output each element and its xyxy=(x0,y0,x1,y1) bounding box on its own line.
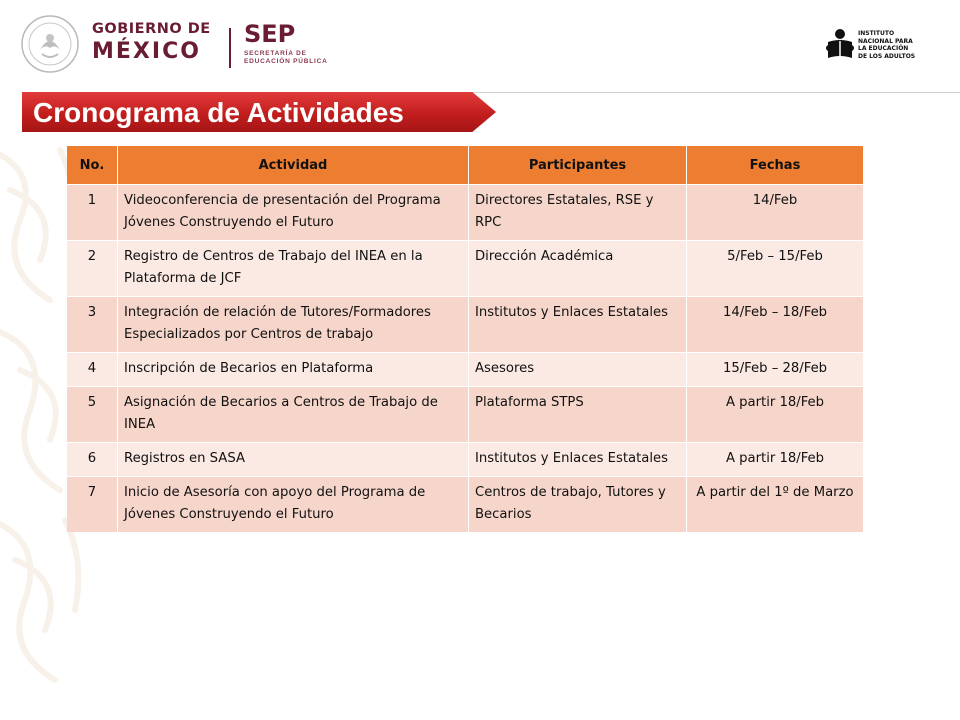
cell-actividad: Integración de relación de Tutores/Formadores Especializados por Centros de trabajo xyxy=(118,297,469,353)
cell-actividad: Registro de Centros de Trabajo del INEA en la Plataforma de JCF xyxy=(118,241,469,297)
cell-no: 5 xyxy=(67,387,118,443)
cell-fechas: 15/Feb – 28/Feb xyxy=(687,353,864,387)
cell-no: 3 xyxy=(67,297,118,353)
cell-fechas: 14/Feb – 18/Feb xyxy=(687,297,864,353)
cell-no: 4 xyxy=(67,353,118,387)
sep-subtitle: SECRETARÍA DE xyxy=(244,50,307,57)
inea-line: LA EDUCACIÓN xyxy=(858,45,909,52)
schedule-table xyxy=(67,146,864,532)
column-header-fechas: Fechas xyxy=(687,146,864,185)
cell-no: 7 xyxy=(67,477,118,533)
cell-fechas: A partir del 1º de Marzo xyxy=(687,477,864,533)
header xyxy=(0,0,960,90)
table-header-row xyxy=(67,146,864,185)
cell-participantes: Directores Estatales, RSE y RPC xyxy=(469,185,687,241)
cell-participantes: Asesores xyxy=(469,353,687,387)
cell-participantes: Dirección Académica xyxy=(469,241,687,297)
reader-icon xyxy=(824,28,856,62)
sep-subtitle: EDUCACIÓN PÚBLICA xyxy=(244,57,328,65)
cell-participantes: Institutos y Enlaces Estatales xyxy=(469,297,687,353)
page-title: Cronograma de Actividades xyxy=(33,97,404,128)
inea-line: DE LOS ADULTOS xyxy=(858,52,916,60)
cell-no: 1 xyxy=(67,185,118,241)
cell-fechas: A partir 18/Feb xyxy=(687,443,864,477)
column-header-participantes: Participantes xyxy=(469,146,687,185)
table-row xyxy=(67,185,864,241)
logo-line: MÉXICO xyxy=(92,38,201,64)
cell-actividad: Inscripción de Becarios en Plataforma xyxy=(118,353,469,387)
logo-line: GOBIERNO DE xyxy=(92,21,211,37)
cell-no: 2 xyxy=(67,241,118,297)
cell-fechas: 14/Feb xyxy=(687,185,864,241)
gobierno-de-mexico-logo xyxy=(92,22,211,63)
logo-divider xyxy=(229,28,231,68)
inea-name xyxy=(858,30,960,60)
table-row xyxy=(67,297,864,353)
mexico-seal-logo xyxy=(20,14,80,74)
inea-line: INSTITUTO xyxy=(858,30,895,37)
cell-fechas: 5/Feb – 15/Feb xyxy=(687,241,864,297)
table-row xyxy=(67,353,864,387)
cell-participantes: Plataforma STPS xyxy=(469,387,687,443)
cell-actividad: Registros en SASA xyxy=(118,443,469,477)
inea-line: NACIONAL PARA xyxy=(858,37,913,45)
column-header-no: No. xyxy=(67,146,118,185)
cell-no: 6 xyxy=(67,443,118,477)
sep-logo xyxy=(244,22,328,66)
cell-participantes: Institutos y Enlaces Estatales xyxy=(469,443,687,477)
cell-actividad: Videoconferencia de presentación del Programa Jóvenes Construyendo el Futuro xyxy=(118,185,469,241)
cell-participantes: Centros de trabajo, Tutores y Becarios xyxy=(469,477,687,533)
cell-fechas: A partir 18/Feb xyxy=(687,387,864,443)
table-row xyxy=(67,387,864,443)
column-header-actividad: Actividad xyxy=(118,146,469,185)
cell-actividad: Asignación de Becarios a Centros de Trabajo de INEA xyxy=(118,387,469,443)
sep-title: SEP xyxy=(244,20,296,48)
table-row xyxy=(67,477,864,533)
table-row xyxy=(67,241,864,297)
table-row xyxy=(67,443,864,477)
cell-actividad: Inicio de Asesoría con apoyo del Programa de Jóvenes Construyendo el Futuro xyxy=(118,477,469,533)
